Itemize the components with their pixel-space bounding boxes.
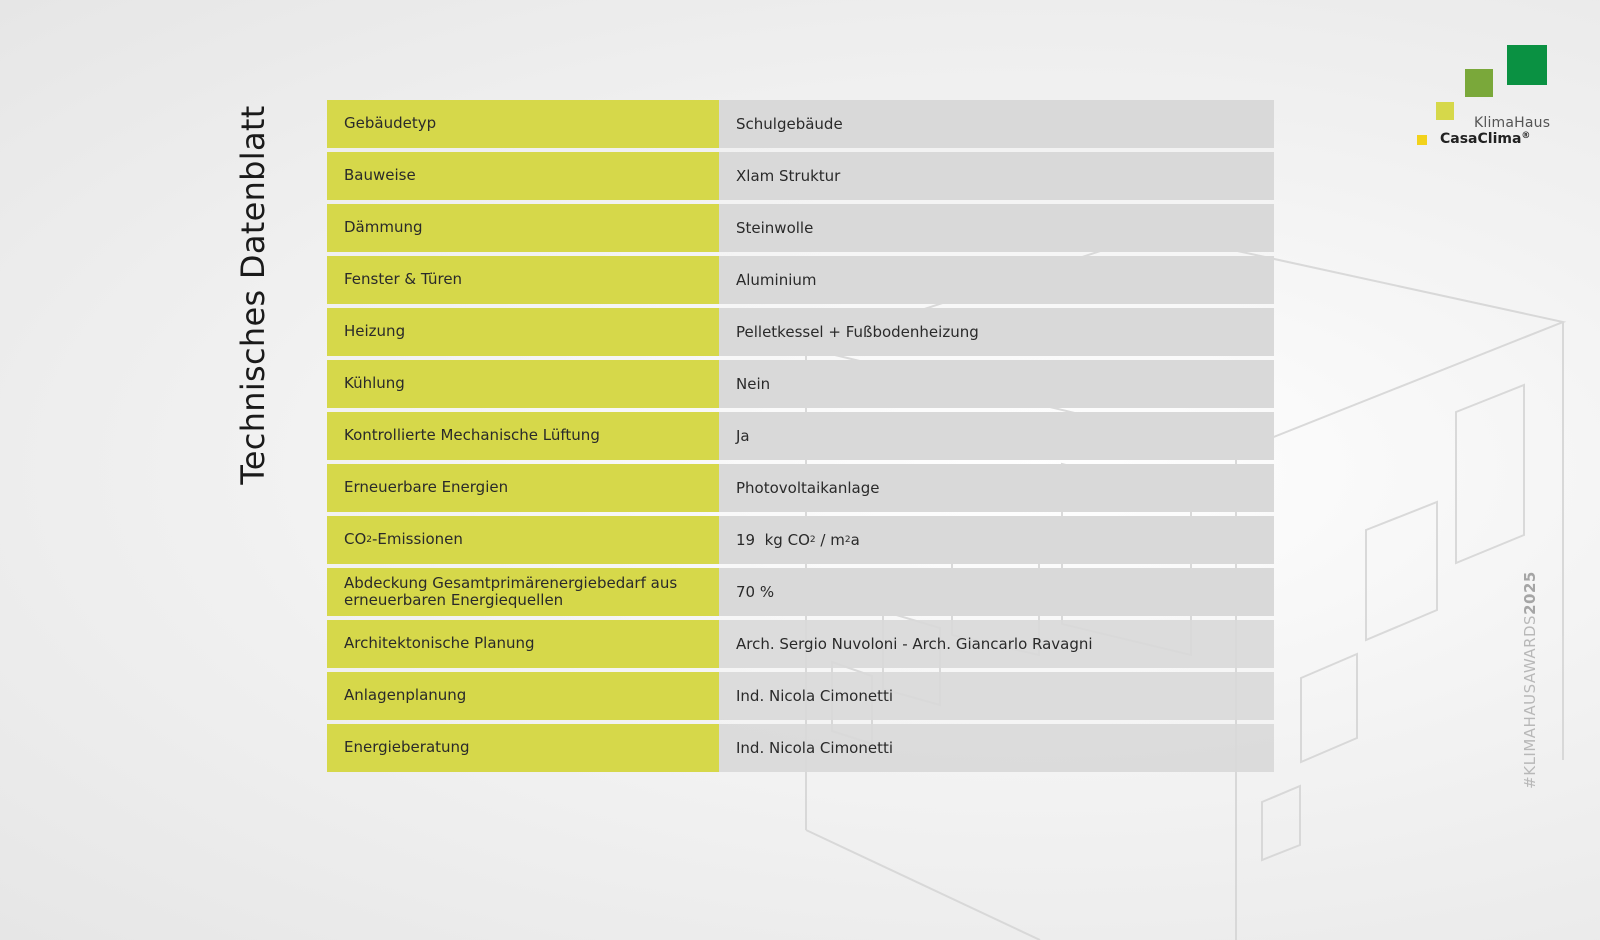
table-row	[327, 412, 1274, 460]
table-row	[327, 724, 1274, 772]
logo-square-lime	[1436, 102, 1454, 120]
value-text: / m	[815, 531, 845, 549]
value-superscript: 2	[844, 535, 851, 545]
row-value	[719, 516, 1274, 564]
row-value: Nein	[719, 360, 1274, 408]
logo-text-casaclima	[1440, 131, 1530, 147]
table-row	[327, 308, 1274, 356]
row-label: Kühlung	[327, 360, 719, 408]
value-subscript: 2	[809, 535, 816, 545]
table-row	[327, 620, 1274, 668]
row-value: Aluminium	[719, 256, 1274, 304]
value-text: 19 kg CO	[736, 531, 810, 549]
value-text: a	[850, 531, 860, 549]
row-label: Erneuerbare Energien	[327, 464, 719, 512]
row-label: Heizung	[327, 308, 719, 356]
row-label: Energieberatung	[327, 724, 719, 772]
row-value: Arch. Sergio Nuvoloni - Arch. Giancarlo Ravagni	[719, 620, 1274, 668]
row-label: Architektonische Planung	[327, 620, 719, 668]
row-value: Xlam Struktur	[719, 152, 1274, 200]
row-label: Abdeckung Gesamtprimärenergiebedarf aus erneuerbaren Energiequellen	[327, 568, 719, 616]
awards-hashtag	[1521, 571, 1539, 789]
table-row	[327, 152, 1274, 200]
awards-year: 2025	[1521, 571, 1539, 615]
row-value: Ja	[719, 412, 1274, 460]
logo-casaclima-word: CasaClima	[1440, 131, 1522, 147]
row-value: Ind. Nicola Cimonetti	[719, 724, 1274, 772]
table-row	[327, 204, 1274, 252]
logo-square-mid-green	[1465, 69, 1493, 97]
logo-square-yellow	[1417, 135, 1427, 145]
row-value: Ind. Nicola Cimonetti	[719, 672, 1274, 720]
table-row	[327, 360, 1274, 408]
row-label	[327, 516, 719, 564]
awards-hashtag-text: #KLIMAHAUSAWARDS	[1521, 614, 1539, 789]
logo-registered-mark: ®	[1521, 131, 1531, 141]
klimahaus-logo	[1410, 40, 1570, 155]
page-title: Technisches Datenblatt	[234, 105, 272, 485]
label-text: CO	[344, 530, 367, 549]
logo-text-klimahaus: KlimaHaus	[1474, 115, 1551, 131]
table-row	[327, 672, 1274, 720]
row-value: Pelletkessel + Fußbodenheizung	[719, 308, 1274, 356]
row-label: Dämmung	[327, 204, 719, 252]
row-value: Steinwolle	[719, 204, 1274, 252]
row-value: Schulgebäude	[719, 100, 1274, 148]
row-label: Gebäudetyp	[327, 100, 719, 148]
data-table	[327, 100, 1274, 776]
table-row	[327, 568, 1274, 616]
table-row	[327, 516, 1274, 564]
row-label: Kontrollierte Mechanische Lüftung	[327, 412, 719, 460]
row-label: Bauweise	[327, 152, 719, 200]
table-row	[327, 100, 1274, 148]
label-subscript: 2	[366, 534, 373, 545]
logo-square-dark-green	[1507, 45, 1547, 85]
row-value: 70 %	[719, 568, 1274, 616]
row-label: Anlagenplanung	[327, 672, 719, 720]
row-label: Fenster & Türen	[327, 256, 719, 304]
label-text: -Emissionen	[372, 530, 463, 549]
table-row	[327, 256, 1274, 304]
row-value: Photovoltaikanlage	[719, 464, 1274, 512]
table-row	[327, 464, 1274, 512]
